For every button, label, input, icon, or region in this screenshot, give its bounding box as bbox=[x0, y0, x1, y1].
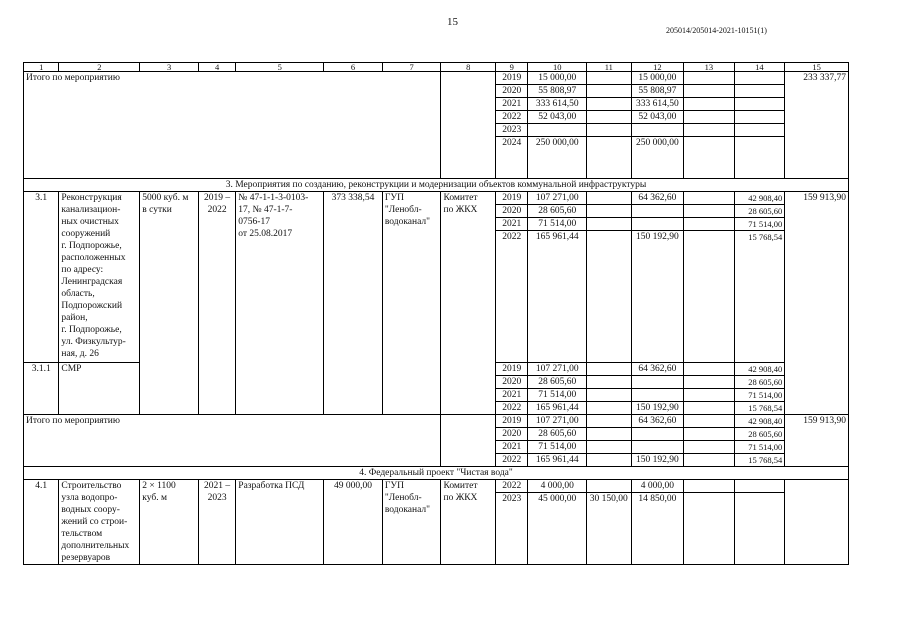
federal-funding-cell bbox=[587, 402, 631, 415]
column-number: 1 bbox=[24, 63, 59, 72]
other-funding-cell bbox=[734, 480, 785, 493]
local-funding-cell bbox=[684, 85, 735, 98]
responsible-body-cell: Комитет по ЖКХ bbox=[441, 480, 496, 565]
subtotal-label: Итого по мероприятию bbox=[24, 415, 441, 467]
program-table bbox=[23, 62, 849, 565]
regional-funding-cell: 55 808,97 bbox=[631, 85, 684, 98]
other-funding-cell bbox=[734, 124, 785, 137]
page-number: 15 bbox=[447, 16, 458, 28]
total-funding-cell: 107 271,00 bbox=[528, 192, 587, 205]
year-cell: 2020 bbox=[496, 205, 528, 218]
total-funding-cell: 165 961,44 bbox=[528, 402, 587, 415]
federal-funding-cell bbox=[587, 218, 631, 231]
column-number: 4 bbox=[198, 63, 235, 72]
cost-cell: 373 338,54 bbox=[324, 192, 383, 415]
other-funding-cell bbox=[734, 111, 785, 124]
total-funding-cell: 55 808,97 bbox=[528, 85, 587, 98]
local-funding-cell bbox=[684, 415, 735, 428]
regional-funding-cell: 4 000,00 bbox=[631, 480, 684, 493]
local-funding-cell bbox=[684, 218, 735, 231]
regional-funding-cell bbox=[631, 124, 684, 137]
year-cell: 2022 bbox=[496, 480, 528, 493]
other-funding-cell: 71 514,00 bbox=[734, 389, 785, 402]
header-row bbox=[24, 63, 849, 72]
total-funding-cell: 52 043,00 bbox=[528, 111, 587, 124]
column-number: 3 bbox=[140, 63, 199, 72]
column-number: 9 bbox=[496, 63, 528, 72]
year-cell: 2022 bbox=[496, 231, 528, 363]
regional-funding-cell: 52 043,00 bbox=[631, 111, 684, 124]
document-cell: Разработка ПСД bbox=[236, 480, 324, 565]
federal-funding-cell bbox=[587, 137, 631, 179]
column-number: 14 bbox=[734, 63, 785, 72]
federal-funding-cell bbox=[587, 72, 631, 85]
local-funding-cell bbox=[684, 363, 735, 376]
column-number: 6 bbox=[324, 63, 383, 72]
item-name: СМР bbox=[59, 363, 140, 415]
local-funding-cell bbox=[684, 137, 735, 179]
year-cell: 2021 bbox=[496, 389, 528, 402]
item-number: 3.1 bbox=[24, 192, 59, 363]
total-funding-cell: 107 271,00 bbox=[528, 363, 587, 376]
other-funding-cell bbox=[734, 72, 785, 85]
grand-total-cell: 233 337,77 bbox=[785, 72, 849, 179]
other-funding-cell: 71 514,00 bbox=[734, 441, 785, 454]
local-funding-cell bbox=[684, 231, 735, 363]
year-cell: 2024 bbox=[496, 137, 528, 179]
document-cell: № 47-1-1-3-0103- 17, № 47-1-7- 0756-17 от 25.08.2017 bbox=[236, 192, 324, 415]
year-cell: 2020 bbox=[496, 85, 528, 98]
column-number: 10 bbox=[528, 63, 587, 72]
local-funding-cell bbox=[684, 192, 735, 205]
total-funding-cell: 71 514,00 bbox=[528, 389, 587, 402]
year-cell: 2019 bbox=[496, 415, 528, 428]
total-funding-cell: 165 961,44 bbox=[528, 231, 587, 363]
other-funding-cell: 28 605,60 bbox=[734, 428, 785, 441]
customer-cell: ГУП "Ленобл- водоканал" bbox=[382, 480, 441, 565]
federal-funding-cell bbox=[587, 124, 631, 137]
federal-funding-cell bbox=[587, 454, 631, 467]
local-funding-cell bbox=[684, 493, 735, 565]
responsible-body-cell: Комитет по ЖКХ bbox=[441, 192, 496, 415]
total-funding-cell: 250 000,00 bbox=[528, 137, 587, 179]
local-funding-cell bbox=[684, 376, 735, 389]
regional-funding-cell: 333 614,50 bbox=[631, 98, 684, 111]
section-title: 4. Федеральный проект "Чистая вода" bbox=[24, 467, 849, 480]
item-name: Строительство узла водопро- водных соору- жений со строи- тельством дополнительных резервуаров bbox=[59, 480, 140, 565]
empty-cell bbox=[441, 415, 496, 467]
local-funding-cell bbox=[684, 389, 735, 402]
year-cell: 2022 bbox=[496, 454, 528, 467]
other-funding-cell: 42 908,40 bbox=[734, 192, 785, 205]
capacity-cell: 2 × 1100 куб. м bbox=[140, 480, 199, 565]
total-funding-cell: 165 961,44 bbox=[528, 454, 587, 467]
total-funding-cell: 28 605,60 bbox=[528, 205, 587, 218]
regional-funding-cell: 64 362,60 bbox=[631, 192, 684, 205]
total-funding-cell: 28 605,60 bbox=[528, 428, 587, 441]
federal-funding-cell bbox=[587, 376, 631, 389]
year-cell: 2021 bbox=[496, 218, 528, 231]
other-funding-cell bbox=[734, 85, 785, 98]
other-funding-cell bbox=[734, 98, 785, 111]
empty-cell bbox=[441, 72, 496, 179]
total-funding-cell: 4 000,00 bbox=[528, 480, 587, 493]
column-number: 13 bbox=[684, 63, 735, 72]
local-funding-cell bbox=[684, 454, 735, 467]
grand-total-cell: 159 913,90 bbox=[785, 415, 849, 467]
federal-funding-cell bbox=[587, 231, 631, 363]
local-funding-cell bbox=[684, 98, 735, 111]
section-title: 3. Мероприятия по созданию, реконструкции и модернизации объектов коммунальной инфраструктуры bbox=[24, 179, 849, 192]
item-number: 4.1 bbox=[24, 480, 59, 565]
other-funding-cell bbox=[734, 493, 785, 565]
local-funding-cell bbox=[684, 428, 735, 441]
other-funding-cell: 15 768,54 bbox=[734, 454, 785, 467]
item-number: 3.1.1 bbox=[24, 363, 59, 415]
total-funding-cell: 333 614,50 bbox=[528, 98, 587, 111]
regional-funding-cell: 150 192,90 bbox=[631, 231, 684, 363]
year-cell: 2019 bbox=[496, 192, 528, 205]
regional-funding-cell bbox=[631, 441, 684, 454]
total-funding-cell: 71 514,00 bbox=[528, 218, 587, 231]
local-funding-cell bbox=[684, 205, 735, 218]
regional-funding-cell bbox=[631, 205, 684, 218]
total-funding-cell bbox=[528, 124, 587, 137]
column-number: 11 bbox=[587, 63, 631, 72]
column-number: 8 bbox=[441, 63, 496, 72]
regional-funding-cell bbox=[631, 218, 684, 231]
other-funding-cell: 28 605,60 bbox=[734, 205, 785, 218]
federal-funding-cell bbox=[587, 480, 631, 493]
regional-funding-cell: 250 000,00 bbox=[631, 137, 684, 179]
column-number: 12 bbox=[631, 63, 684, 72]
empty-cell bbox=[785, 480, 849, 565]
local-funding-cell bbox=[684, 480, 735, 493]
subtotal-label: Итого по мероприятию bbox=[24, 72, 441, 179]
grand-total-cell: 159 913,90 bbox=[785, 192, 849, 415]
section-header-row bbox=[24, 179, 849, 192]
total-funding-cell: 71 514,00 bbox=[528, 441, 587, 454]
regional-funding-cell bbox=[631, 389, 684, 402]
local-funding-cell bbox=[684, 402, 735, 415]
other-funding-cell: 28 605,60 bbox=[734, 376, 785, 389]
year-cell: 2022 bbox=[496, 402, 528, 415]
federal-funding-cell bbox=[587, 441, 631, 454]
federal-funding-cell bbox=[587, 192, 631, 205]
year-cell: 2021 bbox=[496, 441, 528, 454]
regional-funding-cell: 15 000,00 bbox=[631, 72, 684, 85]
regional-funding-cell bbox=[631, 428, 684, 441]
federal-funding-cell bbox=[587, 205, 631, 218]
customer-cell: ГУП "Ленобл- водоканал" bbox=[382, 192, 441, 415]
regional-funding-cell: 64 362,60 bbox=[631, 415, 684, 428]
total-funding-cell: 107 271,00 bbox=[528, 415, 587, 428]
section-header-row bbox=[24, 467, 849, 480]
total-funding-cell: 45 000,00 bbox=[528, 493, 587, 565]
cost-cell: 49 000,00 bbox=[324, 480, 383, 565]
block2-row bbox=[24, 415, 849, 428]
federal-funding-cell bbox=[587, 428, 631, 441]
year-cell: 2023 bbox=[496, 124, 528, 137]
federal-funding-cell: 30 150,00 bbox=[587, 493, 631, 565]
item-name: Реконструкция канализацион- ных очистных сооружений г. Подпорожье, расположенных по адресу: Ленинградская область, Подпорожский район, г. Подпорожье, ул. Физкультур- ная, д. 26 bbox=[59, 192, 140, 363]
local-funding-cell bbox=[684, 111, 735, 124]
total-funding-cell: 28 605,60 bbox=[528, 376, 587, 389]
federal-funding-cell bbox=[587, 415, 631, 428]
regional-funding-cell: 150 192,90 bbox=[631, 402, 684, 415]
column-number: 7 bbox=[382, 63, 441, 72]
year-cell: 2019 bbox=[496, 72, 528, 85]
other-funding-cell bbox=[734, 137, 785, 179]
column-number: 5 bbox=[236, 63, 324, 72]
local-funding-cell bbox=[684, 72, 735, 85]
item-row bbox=[24, 192, 849, 205]
year-cell: 2022 bbox=[496, 111, 528, 124]
item-row bbox=[24, 480, 849, 493]
year-cell: 2021 bbox=[496, 98, 528, 111]
regional-funding-cell: 150 192,90 bbox=[631, 454, 684, 467]
federal-funding-cell bbox=[587, 85, 631, 98]
other-funding-cell: 15 768,54 bbox=[734, 402, 785, 415]
column-number: 15 bbox=[785, 63, 849, 72]
local-funding-cell bbox=[684, 441, 735, 454]
year-cell: 2020 bbox=[496, 376, 528, 389]
column-number: 2 bbox=[59, 63, 140, 72]
regional-funding-cell bbox=[631, 376, 684, 389]
period-cell: 2021 – 2023 bbox=[198, 480, 235, 565]
other-funding-cell: 71 514,00 bbox=[734, 218, 785, 231]
other-funding-cell: 15 768,54 bbox=[734, 231, 785, 363]
capacity-cell: 5000 куб. м в сутки bbox=[140, 192, 199, 415]
regional-funding-cell: 64 362,60 bbox=[631, 363, 684, 376]
year-cell: 2019 bbox=[496, 363, 528, 376]
federal-funding-cell bbox=[587, 389, 631, 402]
federal-funding-cell bbox=[587, 98, 631, 111]
document-code: 205014/205014-2021-10151(1) bbox=[666, 26, 767, 35]
year-cell: 2020 bbox=[496, 428, 528, 441]
federal-funding-cell bbox=[587, 363, 631, 376]
block1-row bbox=[24, 72, 849, 85]
period-cell: 2019 – 2022 bbox=[198, 192, 235, 415]
federal-funding-cell bbox=[587, 111, 631, 124]
total-funding-cell: 15 000,00 bbox=[528, 72, 587, 85]
local-funding-cell bbox=[684, 124, 735, 137]
other-funding-cell: 42 908,40 bbox=[734, 415, 785, 428]
regional-funding-cell: 14 850,00 bbox=[631, 493, 684, 565]
year-cell: 2023 bbox=[496, 493, 528, 565]
other-funding-cell: 42 908,40 bbox=[734, 363, 785, 376]
